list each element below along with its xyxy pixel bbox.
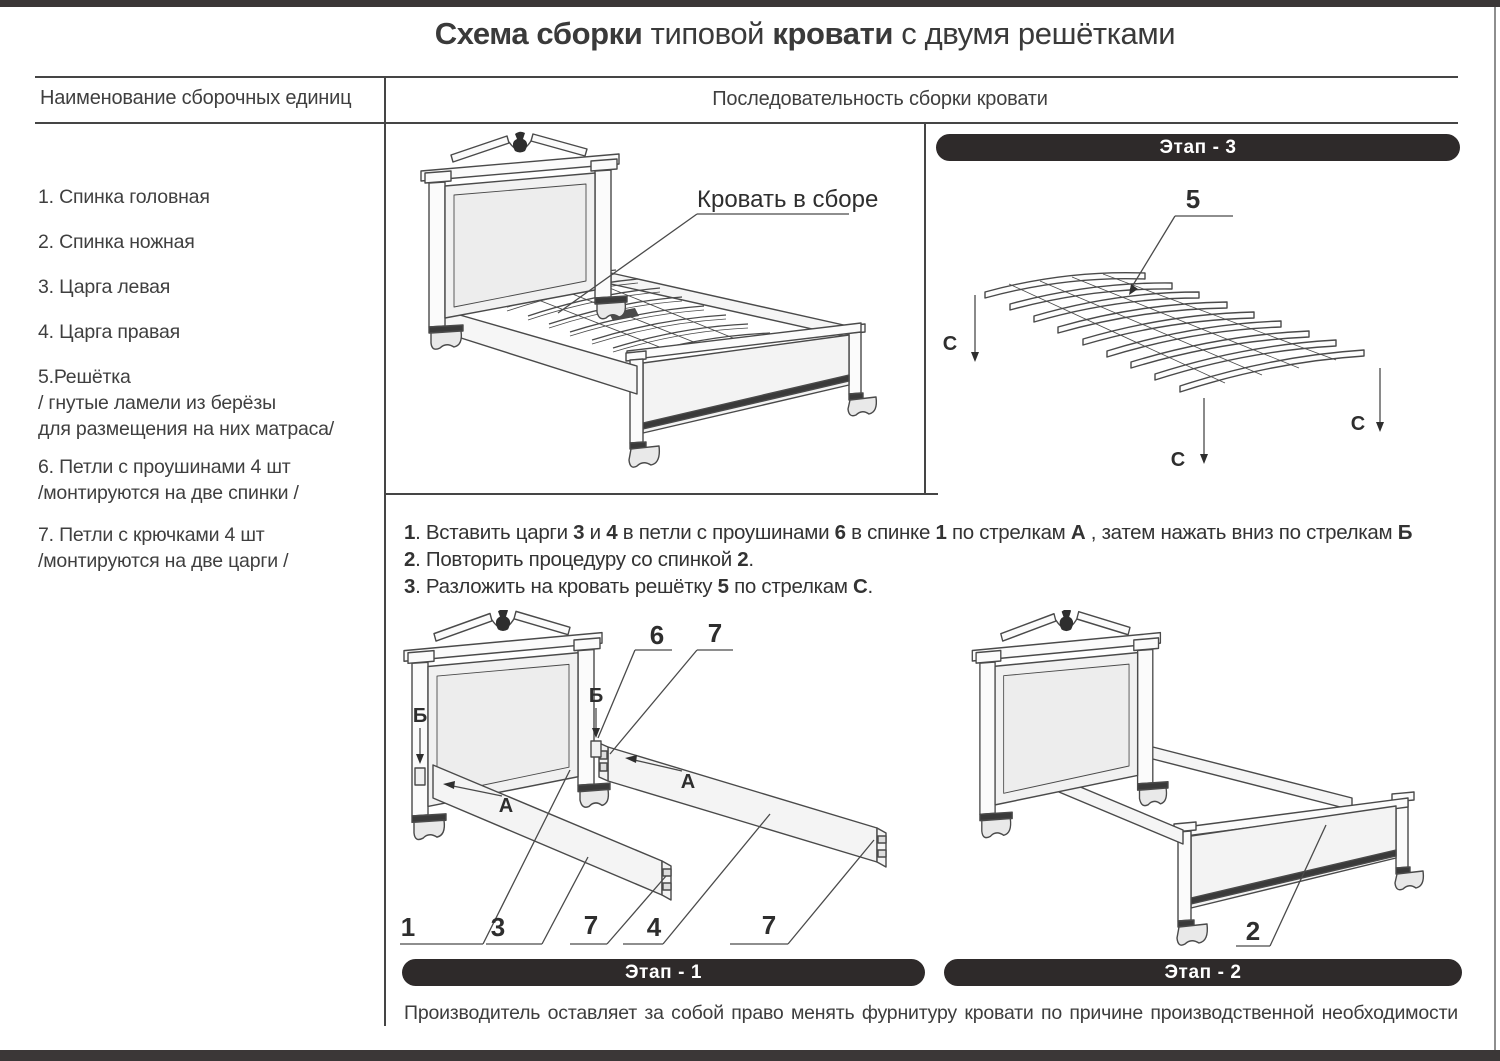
parts-list-item-7 — [38, 522, 384, 574]
text-segment: 6 — [834, 521, 846, 544]
parts-list-item-1 — [38, 184, 384, 210]
stage-1-figure — [390, 610, 938, 955]
overview-box-bottom-border — [384, 493, 938, 495]
text-segment: . Разложить на кровать решётку — [415, 575, 718, 598]
part-line: для размещения на них матраса/ — [38, 418, 335, 440]
text-segment: . Повторить процедуру со спинкой — [415, 548, 738, 571]
stage-2-badge: Этап - 2 — [944, 959, 1462, 986]
footer-note: Производитель оставляет за собой право менять фурнитуру кровати по причине производственной необходимости — [404, 1002, 1458, 1024]
arrow-b-label: Б — [412, 705, 428, 727]
part-line: /монтируются на две царги / — [38, 550, 289, 572]
part-7-label: 7 — [761, 910, 777, 940]
parts-list-item-3 — [38, 274, 384, 300]
left-column-header: Наименование сборочных единиц — [40, 87, 352, 109]
stage-2-figure — [940, 610, 1472, 955]
part-line: 5.Решётка — [38, 366, 131, 388]
arrow-b-label: Б — [588, 685, 604, 707]
arrow-c-label: С — [1170, 449, 1186, 471]
rule-top — [35, 76, 1458, 78]
text-segment: 5 — [717, 575, 729, 598]
part-5-label: 5 — [1185, 184, 1201, 214]
text-segment: С — [853, 575, 868, 598]
arrow-c-middle — [1171, 398, 1208, 471]
part-2-label: 2 — [1245, 916, 1261, 946]
stage-1-badge: Этап - 1 — [402, 959, 925, 986]
text-segment: А — [1070, 521, 1086, 544]
part-4-label: 4 — [646, 912, 662, 942]
overview-box-right-border — [924, 122, 926, 495]
text-segment: 2 — [737, 548, 749, 571]
arrow-c-right — [1351, 368, 1384, 435]
text-segment: 1 — [404, 521, 416, 544]
part-line: 3. Царга левая — [38, 276, 171, 298]
arrow-c-label: С — [1350, 413, 1366, 435]
text-segment: 1 — [935, 521, 947, 544]
text-segment: 4 — [606, 521, 618, 544]
callout-part-6 — [598, 620, 672, 738]
text-segment: . Вставить царги — [415, 521, 574, 544]
text-segment: в петли с проушинами — [617, 521, 835, 544]
instruction-line-1 — [404, 519, 1464, 546]
part-7-label: 7 — [707, 618, 723, 648]
parts-list-item-2 — [38, 229, 384, 255]
callout-part-7-b — [730, 840, 874, 944]
text-segment: Схема сборки — [434, 16, 643, 51]
page-bottom-edge — [0, 1050, 1500, 1061]
arrow-a-label: А — [498, 795, 514, 817]
text-segment: и — [584, 521, 607, 544]
column-divider — [384, 76, 386, 1026]
part-6-label: 6 — [649, 620, 665, 650]
callout-part-3 — [486, 857, 588, 944]
instruction-line-2 — [404, 546, 1464, 573]
arrow-c-label: С — [942, 333, 958, 355]
page-title — [0, 16, 1500, 52]
text-segment: Б — [1397, 521, 1413, 544]
assembled-bed-figure — [387, 127, 924, 493]
part-3-label: 3 — [490, 912, 506, 942]
page-top-edge — [0, 0, 1500, 7]
part-line: 1. Спинка головная — [38, 186, 210, 208]
right-column-header: Последовательность сборки кровати — [712, 88, 1048, 110]
assembly-instructions — [404, 519, 1464, 600]
text-segment: типовой — [642, 16, 773, 51]
text-segment: , затем нажать вниз по стрелкам — [1085, 521, 1398, 544]
part-7-label: 7 — [583, 910, 599, 940]
text-segment: по стрелкам — [946, 521, 1071, 544]
stage2-rail-right — [1145, 745, 1352, 810]
text-segment: в спинке — [845, 521, 936, 544]
page-right-edge — [1494, 7, 1496, 1050]
text-segment: 3 — [573, 521, 585, 544]
part-line: 4. Царга правая — [38, 321, 180, 343]
text-segment: . — [748, 548, 754, 571]
text-segment: 3 — [404, 575, 416, 598]
part-1-label: 1 — [400, 912, 416, 942]
instruction-line-3 — [404, 573, 1464, 600]
text-segment: 2 — [404, 548, 416, 571]
part-line: 7. Петли с крючками 4 шт — [38, 524, 265, 546]
rule-under-headers — [35, 122, 1458, 124]
arrow-a-label: А — [680, 771, 696, 793]
text-segment: . — [867, 575, 873, 598]
parts-list-item-4 — [38, 319, 384, 345]
part-line: /монтируются на две спинки / — [38, 482, 299, 504]
arrow-c-left — [943, 295, 979, 362]
parts-list-item-6 — [38, 454, 384, 506]
stage2-footboard — [1174, 792, 1423, 945]
bed-headboard — [421, 132, 627, 350]
part-line: / гнутые ламели из берёзы — [38, 392, 276, 414]
slat-base-figure — [985, 273, 1364, 392]
text-segment: кровати — [772, 16, 894, 51]
stage-3-figure — [928, 128, 1470, 496]
overview-label: Кровать в сборе — [697, 186, 879, 213]
text-segment: с двумя решётками — [893, 16, 1176, 51]
part-line: 6. Петли с проушинами 4 шт — [38, 456, 291, 478]
callout-part-7-top — [610, 618, 733, 754]
part-line: 2. Спинка ножная — [38, 231, 195, 253]
parts-list-item-5 — [38, 364, 384, 442]
stage-3-badge: Этап - 3 — [936, 134, 1460, 161]
text-segment: по стрелкам — [728, 575, 854, 598]
stage2-headboard — [972, 610, 1168, 838]
parts-list — [38, 184, 384, 593]
bed-footboard — [626, 323, 876, 467]
